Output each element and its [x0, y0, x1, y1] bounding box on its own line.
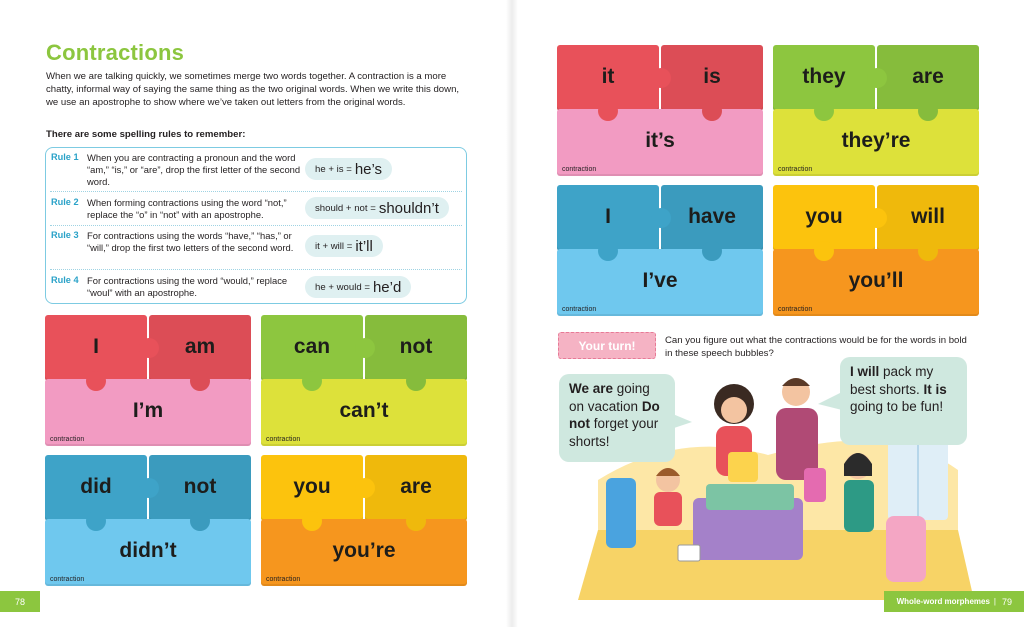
rule-text: For contractions using the word “would,” replace “woul” with an apostrophe. — [87, 275, 288, 299]
boy-shirt — [654, 492, 682, 526]
bold-phrase: It is — [923, 381, 947, 397]
puzzle-knob — [302, 371, 322, 391]
puzzle-knob — [598, 241, 618, 261]
footer-separator: | — [993, 597, 996, 606]
blue-suitcase-icon — [606, 478, 636, 548]
speech-bubble-right — [840, 357, 967, 445]
puzzle-knob — [86, 511, 106, 531]
bubble-tail-icon — [668, 412, 692, 432]
bubble-text: forget your shorts! — [569, 416, 659, 449]
word-1: they — [802, 65, 846, 88]
puzzle-top — [261, 315, 467, 381]
yellow-shirt-icon — [728, 452, 758, 482]
rule-example-pill — [305, 158, 392, 180]
word-1: I — [605, 205, 611, 228]
contraction-word: can’t — [339, 399, 389, 422]
rule-text: When forming contractions using the word “not,” replace the “o” in “not” with an apostrophe. — [87, 197, 287, 221]
page-title: Contractions — [46, 40, 185, 65]
puzzle-card-i-have — [557, 185, 763, 316]
your-turn-tag: Your turn! — [558, 332, 656, 359]
rules-box — [45, 147, 467, 304]
rule-divider — [50, 191, 462, 192]
puzzle-card-did-not — [45, 455, 251, 586]
contraction-label: contraction — [266, 436, 301, 443]
puzzle-card-they-are — [773, 45, 979, 176]
rule-id: Rule 3 — [51, 230, 79, 240]
puzzle-top — [773, 185, 979, 251]
word-2: not — [183, 475, 217, 498]
rule-id: Rule 2 — [51, 197, 79, 207]
word-1: you — [805, 205, 843, 228]
rule-result: he’s — [354, 160, 383, 178]
footer-right — [884, 591, 1024, 612]
puzzle-knob — [814, 101, 834, 121]
puzzle-card-i-am — [45, 315, 251, 446]
puzzle-top — [557, 185, 763, 251]
rule-divider — [50, 269, 462, 270]
your-turn-text: Can you figure out what the contractions would be for the words in bold in these speech bubbles? — [665, 335, 967, 359]
contraction-word: you’re — [332, 539, 396, 562]
rule-example-pill — [305, 235, 383, 257]
rule-result: shouldn’t — [378, 199, 439, 217]
rule-example-pill — [305, 197, 449, 219]
pink-tshirt-icon — [804, 468, 826, 502]
bubble-tail-icon — [818, 392, 842, 412]
contraction-word: they’re — [841, 129, 911, 152]
puzzle-knob — [190, 511, 210, 531]
rule-result: it’ll — [355, 237, 373, 255]
puzzle-top — [261, 455, 467, 521]
puzzle-top — [45, 455, 251, 521]
puzzle-knob — [190, 371, 210, 391]
word-2: not — [399, 335, 433, 358]
puzzle-knob — [814, 241, 834, 261]
rule-divider — [50, 225, 462, 226]
contraction-word: I’m — [132, 399, 164, 422]
contraction-label: contraction — [778, 166, 813, 173]
contraction-word: you’ll — [848, 269, 904, 292]
rules-heading: There are some spelling rules to remember: — [46, 129, 246, 140]
pink-suitcase-icon — [886, 516, 926, 582]
word-1: did — [80, 475, 112, 498]
puzzle-knob — [598, 101, 618, 121]
word-2: have — [688, 205, 736, 228]
puzzle-card-it-is — [557, 45, 763, 176]
bold-phrase: Do not — [569, 398, 660, 431]
puzzle-knob — [406, 511, 426, 531]
bubble-text: going on vacation — [569, 381, 650, 414]
intro-paragraph: When we are talking quickly, we sometimes merge two words together. A contraction is a more chatty, informal way of saying the same thing as the two original words. When we write this down, we use an apostrophe to show where we’ve taken out letters from the original words. — [46, 71, 460, 109]
puzzle-knob — [918, 101, 938, 121]
word-2: will — [911, 205, 945, 228]
book-icon — [678, 545, 700, 561]
page-number-left: 78 — [0, 591, 40, 612]
bubble-text: going to be fun! — [850, 399, 944, 414]
footer-section-title: Whole-word morphemes — [896, 597, 990, 606]
puzzle-knob — [406, 371, 426, 391]
contraction-label: contraction — [266, 576, 301, 583]
word-2: is — [703, 65, 721, 88]
contraction-word: didn’t — [119, 539, 177, 562]
mom-face — [721, 397, 747, 423]
rule-example-pill — [305, 276, 411, 298]
bold-phrase: We are — [569, 381, 614, 396]
rule-text: For contractions using the words “have,” “has,” or “will,” drop the first two letters of the second word. — [87, 230, 294, 254]
contraction-label: contraction — [50, 576, 85, 583]
rule-id: Rule 1 — [51, 152, 79, 162]
bold-phrase: I will — [850, 364, 880, 379]
rule-id: Rule 4 — [51, 275, 79, 285]
rule-text: When you are contracting a pronoun and the word “am,” “is,” or “are”, drop the first letter of the second word. — [87, 152, 301, 188]
contraction-word: I’ve — [642, 269, 678, 292]
contraction-label: contraction — [562, 166, 597, 173]
contraction-label: contraction — [50, 436, 85, 443]
page-number-right: 79 — [1001, 596, 1012, 607]
word-1: can — [293, 335, 331, 358]
puzzle-card-can-not — [261, 315, 467, 446]
rule-equation: he + is = — [315, 163, 352, 175]
contraction-word: it’s — [645, 129, 675, 152]
word-1: I — [93, 335, 99, 358]
puzzle-knob — [702, 241, 722, 261]
word-2: are — [400, 475, 432, 498]
puzzle-knob — [86, 371, 106, 391]
word-2: are — [912, 65, 944, 88]
puzzle-knob — [918, 241, 938, 261]
contraction-label: contraction — [778, 306, 813, 313]
puzzle-top — [45, 315, 251, 381]
puzzle-top — [773, 45, 979, 111]
puzzle-knob — [702, 101, 722, 121]
puzzle-knob — [302, 511, 322, 531]
page-gutter — [506, 0, 518, 627]
puzzle-card-you-are — [261, 455, 467, 586]
contraction-label: contraction — [562, 306, 597, 313]
rule-equation: he + would = — [315, 281, 370, 293]
bubble-text: pack my best shorts. — [850, 364, 934, 397]
word-1: you — [293, 475, 331, 498]
word-1: it — [601, 65, 615, 88]
puzzle-top — [557, 45, 763, 111]
puzzle-card-you-will — [773, 185, 979, 316]
speech-bubble-left — [559, 374, 675, 462]
rule-result: he’d — [372, 278, 402, 296]
rule-equation: it + will = — [315, 240, 353, 252]
word-2: am — [184, 335, 216, 358]
rule-equation: should + not = — [315, 202, 376, 214]
girl-dress — [844, 480, 874, 532]
